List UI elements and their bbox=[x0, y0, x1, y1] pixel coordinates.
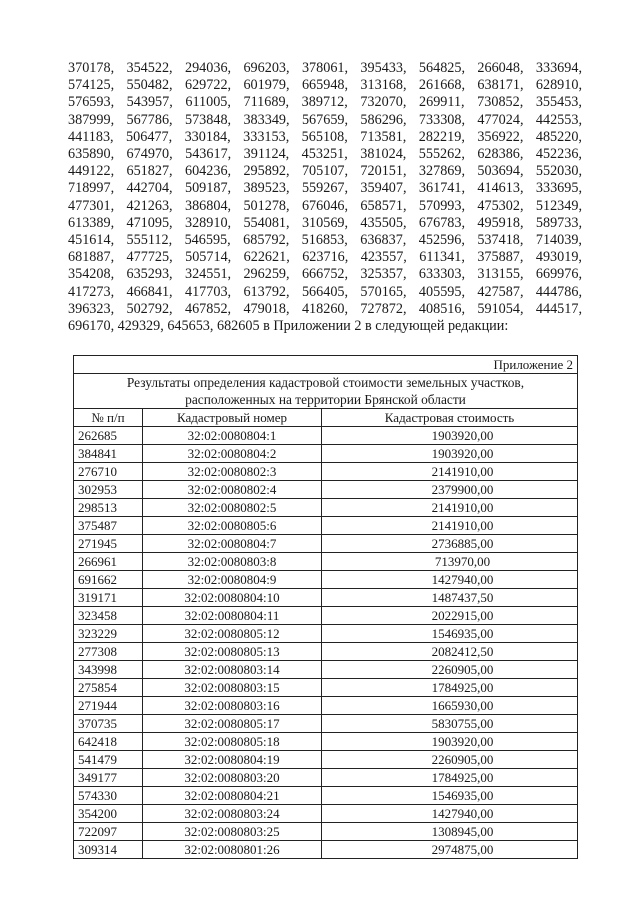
table-row bbox=[74, 805, 578, 823]
parcel-number: 435505, bbox=[360, 214, 407, 231]
parcel-number: 501278, bbox=[243, 197, 290, 214]
cadastral-value: 2141910,00 bbox=[322, 517, 578, 535]
row-number: 277308 bbox=[74, 643, 143, 661]
parcel-number: 543957, bbox=[126, 94, 173, 111]
cadastral-number: 32:02:0080801:26 bbox=[143, 841, 322, 859]
parcel-number: 269911, bbox=[419, 94, 465, 111]
parcel-number: 451614, bbox=[68, 232, 115, 249]
cadastral-value: 1308945,00 bbox=[322, 823, 578, 841]
cadastral-value: 2022915,00 bbox=[322, 607, 578, 625]
cadastral-number: 32:02:0080803:16 bbox=[143, 697, 322, 715]
parcel-number: 391124, bbox=[243, 146, 290, 163]
parcel-number: 665948, bbox=[301, 77, 349, 94]
parcel-number: 405595, bbox=[418, 283, 466, 300]
parcel-number: 485220, bbox=[535, 128, 582, 145]
cadastral-number: 32:02:0080802:3 bbox=[143, 463, 322, 481]
paragraph-line bbox=[68, 284, 582, 301]
paragraph-line bbox=[68, 77, 582, 94]
parcel-number: 502792, bbox=[126, 300, 173, 317]
parcel-number: 622621, bbox=[243, 249, 290, 266]
parcel-number: 354522, bbox=[126, 60, 173, 76]
parcel-number: 333153, bbox=[243, 128, 290, 145]
row-number: 354200 bbox=[74, 805, 143, 823]
parcel-number: 628386, bbox=[477, 146, 524, 163]
paragraph-line bbox=[68, 249, 582, 266]
parcel-number: 559267, bbox=[301, 180, 349, 197]
table-row bbox=[74, 427, 578, 445]
cadastral-value: 2082412,50 bbox=[322, 643, 578, 661]
parcel-number: 730852, bbox=[477, 94, 524, 111]
parcel-number: 629722, bbox=[184, 77, 232, 94]
parcel-number: 611341, bbox=[419, 249, 465, 266]
parcel-number: 676783, bbox=[418, 214, 466, 231]
parcel-number: 417703, bbox=[184, 283, 232, 300]
parcel-number: 370178, bbox=[68, 60, 115, 76]
row-number: 309314 bbox=[74, 841, 143, 859]
cadastral-number: 32:02:0080805:18 bbox=[143, 733, 322, 751]
parcel-number: 386804, bbox=[184, 197, 232, 214]
cadastral-value: 1487437,50 bbox=[322, 589, 578, 607]
parcel-number: 570165, bbox=[360, 283, 407, 300]
parcel-number: 387999, bbox=[68, 111, 115, 128]
table-row bbox=[74, 553, 578, 571]
cadastral-value: 2260905,00 bbox=[322, 661, 578, 679]
table-row bbox=[74, 481, 578, 499]
cadastral-number: 32:02:0080804:19 bbox=[143, 751, 322, 769]
parcel-number: 310569, bbox=[301, 214, 349, 231]
parcel-number: 421263, bbox=[126, 197, 173, 214]
parcel-number: 354208, bbox=[68, 266, 115, 283]
parcel-number: 381024, bbox=[360, 146, 407, 163]
paragraph-line bbox=[68, 301, 582, 318]
parcel-number: 477024, bbox=[477, 111, 524, 128]
table-row bbox=[74, 715, 578, 733]
cadastral-number: 32:02:0080804:11 bbox=[143, 607, 322, 625]
parcel-number: 720151, bbox=[360, 163, 407, 180]
parcel-number: 516853, bbox=[301, 232, 348, 249]
cadastral-number: 32:02:0080802:5 bbox=[143, 499, 322, 517]
parcel-number: 537418, bbox=[477, 232, 524, 249]
table-row bbox=[74, 571, 578, 589]
parcel-number: 282219, bbox=[418, 128, 465, 145]
parcel-number: 414613, bbox=[477, 180, 524, 197]
parcel-number: 589733, bbox=[535, 214, 582, 231]
table-row bbox=[74, 733, 578, 751]
table-row bbox=[74, 535, 578, 553]
table-row bbox=[74, 607, 578, 625]
table-row bbox=[74, 445, 578, 463]
parcel-number: 727872, bbox=[360, 300, 407, 317]
parcel-number: 566405, bbox=[301, 283, 349, 300]
annex-table bbox=[73, 355, 578, 859]
cadastral-number: 32:02:0080803:20 bbox=[143, 769, 322, 787]
parcel-number: 635890, bbox=[68, 146, 115, 163]
parcel-number: 327869, bbox=[418, 163, 466, 180]
cadastral-number: 32:02:0080804:2 bbox=[143, 445, 322, 463]
parcel-number: 442553, bbox=[535, 111, 582, 128]
cadastral-value: 1427940,00 bbox=[322, 571, 578, 589]
header-cadastral-number: Кадастровый номер bbox=[143, 409, 322, 427]
row-number: 370735 bbox=[74, 715, 143, 733]
cadastral-value: 1903920,00 bbox=[322, 733, 578, 751]
row-number: 691662 bbox=[74, 571, 143, 589]
parcel-number: 423557, bbox=[360, 249, 407, 266]
row-number: 302953 bbox=[74, 481, 143, 499]
parcel-number: 479018, bbox=[243, 300, 290, 317]
parcel-number: 296259, bbox=[243, 266, 290, 283]
parcel-number: 714039, bbox=[535, 232, 582, 249]
table-row bbox=[74, 787, 578, 805]
parcel-number: 452596, bbox=[418, 232, 465, 249]
table-row bbox=[74, 751, 578, 769]
row-number: 642418 bbox=[74, 733, 143, 751]
parcel-number: 466841, bbox=[126, 283, 173, 300]
row-number: 323229 bbox=[74, 625, 143, 643]
paragraph-line bbox=[68, 198, 582, 215]
parcel-number: 475302, bbox=[477, 197, 524, 214]
row-number: 298513 bbox=[74, 499, 143, 517]
cadastral-number: 32:02:0080804:1 bbox=[143, 427, 322, 445]
row-number: 722097 bbox=[74, 823, 143, 841]
parcel-number: 550482, bbox=[126, 77, 173, 94]
paragraph-line bbox=[68, 146, 582, 163]
parcel-number: 635293, bbox=[126, 266, 173, 283]
parcel-number: 509187, bbox=[184, 180, 232, 197]
row-number: 384841 bbox=[74, 445, 143, 463]
caption-line-1: Результаты определения кадастровой стоимости земельных участков, bbox=[126, 375, 525, 390]
table-row bbox=[74, 625, 578, 643]
cadastral-number: 32:02:0080805:6 bbox=[143, 517, 322, 535]
parcel-number: 567659, bbox=[301, 111, 349, 128]
cadastral-number: 32:02:0080803:25 bbox=[143, 823, 322, 841]
parcel-number: 295892, bbox=[243, 163, 290, 180]
parcel-number: 356922, bbox=[477, 128, 524, 145]
parcel-number: 452236, bbox=[535, 146, 582, 163]
row-number: 574330 bbox=[74, 787, 143, 805]
parcel-number: 564825, bbox=[418, 60, 466, 76]
parcel-number: 359407, bbox=[360, 180, 407, 197]
table-row bbox=[74, 679, 578, 697]
cadastral-value: 1903920,00 bbox=[322, 445, 578, 463]
parcel-number: 628910, bbox=[535, 77, 582, 94]
parcel-number: 261668, bbox=[418, 77, 466, 94]
parcel-number: 471095, bbox=[126, 214, 173, 231]
table-row bbox=[74, 517, 578, 535]
parcel-number: 493019, bbox=[535, 249, 582, 266]
parcel-number: 658571, bbox=[360, 197, 407, 214]
parcel-number: 427587, bbox=[477, 283, 524, 300]
paragraph-line bbox=[68, 180, 582, 197]
parcel-number: 591054, bbox=[477, 300, 524, 317]
parcel-number: 333695, bbox=[535, 180, 582, 197]
cadastral-value: 1546935,00 bbox=[322, 625, 578, 643]
annex-title: Приложение 2 bbox=[74, 356, 578, 374]
parcel-number: 266048, bbox=[477, 60, 524, 76]
row-number: 271944 bbox=[74, 697, 143, 715]
parcel-number: 444786, bbox=[535, 283, 582, 300]
parcel-number: 604236, bbox=[184, 163, 232, 180]
paragraph-line bbox=[68, 129, 582, 146]
parcel-number: 333694, bbox=[535, 60, 582, 76]
parcel-number: 713581, bbox=[360, 128, 407, 145]
cadastral-number: 32:02:0080804:9 bbox=[143, 571, 322, 589]
parcel-number: 505714, bbox=[185, 249, 232, 266]
parcel-number: 601979, bbox=[243, 77, 290, 94]
parcel-number: 732070, bbox=[360, 94, 407, 111]
parcel-number: 328910, bbox=[184, 214, 232, 231]
row-number: 275854 bbox=[74, 679, 143, 697]
parcel-number: 567786, bbox=[126, 111, 173, 128]
cadastral-value: 2260905,00 bbox=[322, 751, 578, 769]
parcel-number: 477725, bbox=[126, 249, 173, 266]
cadastral-value: 2141910,00 bbox=[322, 463, 578, 481]
parcel-number: 555262, bbox=[418, 146, 465, 163]
table-caption bbox=[74, 374, 578, 409]
parcel-number: 355453, bbox=[535, 94, 582, 111]
table-row bbox=[74, 697, 578, 715]
parcel-number: 574125, bbox=[68, 77, 115, 94]
parcel-number: 417273, bbox=[68, 283, 115, 300]
cadastral-number: 32:02:0080804:7 bbox=[143, 535, 322, 553]
parcel-number: 378061, bbox=[301, 60, 349, 76]
cadastral-number: 32:02:0080803:24 bbox=[143, 805, 322, 823]
parcel-number: 453251, bbox=[301, 146, 348, 163]
cadastral-value: 2974875,00 bbox=[322, 841, 578, 859]
parcel-number: 623716, bbox=[302, 249, 349, 266]
cadastral-value: 1427940,00 bbox=[322, 805, 578, 823]
parcel-number: 449122, bbox=[68, 163, 115, 180]
parcel-number: 313168, bbox=[360, 77, 407, 94]
parcel-number: 477301, bbox=[68, 197, 115, 214]
row-number: 541479 bbox=[74, 751, 143, 769]
parcel-number: 512349, bbox=[535, 197, 582, 214]
parcel-number: 674970, bbox=[126, 146, 173, 163]
parcel-number: 395433, bbox=[360, 60, 407, 76]
cadastral-number: 32:02:0080804:10 bbox=[143, 589, 322, 607]
cadastral-number: 32:02:0080805:13 bbox=[143, 643, 322, 661]
parcel-number: 611005, bbox=[185, 94, 231, 111]
paragraph-line bbox=[68, 112, 582, 129]
parcel-number: 565108, bbox=[301, 128, 348, 145]
parcel-number: 666752, bbox=[301, 266, 349, 283]
parcel-number: 576593, bbox=[68, 94, 115, 111]
cadastral-value: 2379900,00 bbox=[322, 481, 578, 499]
row-number: 319171 bbox=[74, 589, 143, 607]
parcel-number: 324551, bbox=[184, 266, 232, 283]
table-row bbox=[74, 823, 578, 841]
parcel-number: 633303, bbox=[418, 266, 466, 283]
numbers-paragraph bbox=[68, 60, 582, 335]
caption-line-2: расположенных на территории Брянской области bbox=[185, 392, 466, 407]
paragraph-line bbox=[68, 232, 582, 249]
parcel-number: 330184, bbox=[184, 128, 231, 145]
cadastral-value: 1546935,00 bbox=[322, 787, 578, 805]
parcel-number: 361741, bbox=[418, 180, 466, 197]
parcel-number: 681887, bbox=[68, 249, 115, 266]
parcel-number: 651827, bbox=[126, 163, 173, 180]
table-row bbox=[74, 661, 578, 679]
parcel-number: 638171, bbox=[477, 77, 524, 94]
parcel-number: 555112, bbox=[126, 232, 173, 249]
table-row bbox=[74, 643, 578, 661]
parcel-number: 733308, bbox=[418, 111, 466, 128]
cadastral-number: 32:02:0080803:8 bbox=[143, 553, 322, 571]
table-row bbox=[74, 841, 578, 859]
cadastral-number: 32:02:0080805:12 bbox=[143, 625, 322, 643]
parcel-number: 396323, bbox=[68, 300, 115, 317]
paragraph-line bbox=[68, 215, 582, 232]
table-row bbox=[74, 589, 578, 607]
parcel-number: 313155, bbox=[477, 266, 524, 283]
parcel-number: 389712, bbox=[301, 94, 348, 111]
cadastral-value: 1665930,00 bbox=[322, 697, 578, 715]
parcel-number: 685792, bbox=[243, 232, 290, 249]
parcel-number: 495918, bbox=[477, 214, 524, 231]
row-number: 343998 bbox=[74, 661, 143, 679]
table-row bbox=[74, 463, 578, 481]
parcel-number: 718997, bbox=[68, 180, 115, 197]
parcel-number: 506477, bbox=[126, 128, 173, 145]
cadastral-value: 5830755,00 bbox=[322, 715, 578, 733]
parcel-number: 444517, bbox=[535, 300, 582, 317]
parcel-number: 696203, bbox=[243, 60, 290, 76]
paragraph-line bbox=[68, 94, 582, 111]
cadastral-value: 1903920,00 bbox=[322, 427, 578, 445]
row-number: 375487 bbox=[74, 517, 143, 535]
cadastral-number: 32:02:0080805:17 bbox=[143, 715, 322, 733]
paragraph-line bbox=[68, 266, 582, 283]
parcel-number: 705107, bbox=[301, 163, 349, 180]
cadastral-value: 2736885,00 bbox=[322, 535, 578, 553]
parcel-number: 570993, bbox=[418, 197, 466, 214]
parcel-number: 573848, bbox=[184, 111, 232, 128]
parcel-number: 676046, bbox=[301, 197, 349, 214]
parcel-number: 441183, bbox=[68, 128, 114, 145]
cadastral-value: 713970,00 bbox=[322, 553, 578, 571]
cadastral-value: 2141910,00 bbox=[322, 499, 578, 517]
row-number: 349177 bbox=[74, 769, 143, 787]
paragraph-last-line: 696170, 429329, 645653, 682605 в Приложении 2 в следующей редакции: bbox=[68, 318, 509, 335]
parcel-number: 613389, bbox=[68, 214, 115, 231]
parcel-number: 442704, bbox=[126, 180, 173, 197]
paragraph-line bbox=[68, 163, 582, 180]
paragraph-line bbox=[68, 60, 582, 77]
table-row bbox=[74, 769, 578, 787]
cadastral-number: 32:02:0080803:15 bbox=[143, 679, 322, 697]
header-cadastral-value: Кадастровая стоимость bbox=[322, 409, 578, 427]
row-number: 323458 bbox=[74, 607, 143, 625]
parcel-number: 294036, bbox=[184, 60, 232, 76]
row-number: 271945 bbox=[74, 535, 143, 553]
cadastral-number: 32:02:0080802:4 bbox=[143, 481, 322, 499]
parcel-number: 586296, bbox=[360, 111, 407, 128]
row-number: 276710 bbox=[74, 463, 143, 481]
parcel-number: 543617, bbox=[185, 146, 232, 163]
parcel-number: 389523, bbox=[243, 180, 290, 197]
parcel-number: 383349, bbox=[243, 111, 290, 128]
parcel-number: 554081, bbox=[243, 214, 290, 231]
parcel-number: 552030, bbox=[535, 163, 582, 180]
parcel-number: 669976, bbox=[535, 266, 582, 283]
table-row bbox=[74, 499, 578, 517]
parcel-number: 546595, bbox=[184, 232, 231, 249]
cadastral-number: 32:02:0080803:14 bbox=[143, 661, 322, 679]
parcel-number: 636837, bbox=[360, 232, 407, 249]
parcel-number: 467852, bbox=[184, 300, 232, 317]
parcel-number: 711689, bbox=[243, 94, 290, 111]
header-number: № п/п bbox=[74, 409, 143, 427]
parcel-number: 613792, bbox=[243, 283, 290, 300]
cadastral-number: 32:02:0080804:21 bbox=[143, 787, 322, 805]
table-header-row bbox=[74, 409, 578, 427]
parcel-number: 503694, bbox=[477, 163, 524, 180]
parcel-number: 375887, bbox=[477, 249, 524, 266]
cadastral-value: 1784925,00 bbox=[322, 769, 578, 787]
parcel-number: 418260, bbox=[301, 300, 349, 317]
row-number: 262685 bbox=[74, 427, 143, 445]
cadastral-value: 1784925,00 bbox=[322, 679, 578, 697]
parcel-number: 408516, bbox=[418, 300, 466, 317]
row-number: 266961 bbox=[74, 553, 143, 571]
parcel-number: 325357, bbox=[360, 266, 407, 283]
